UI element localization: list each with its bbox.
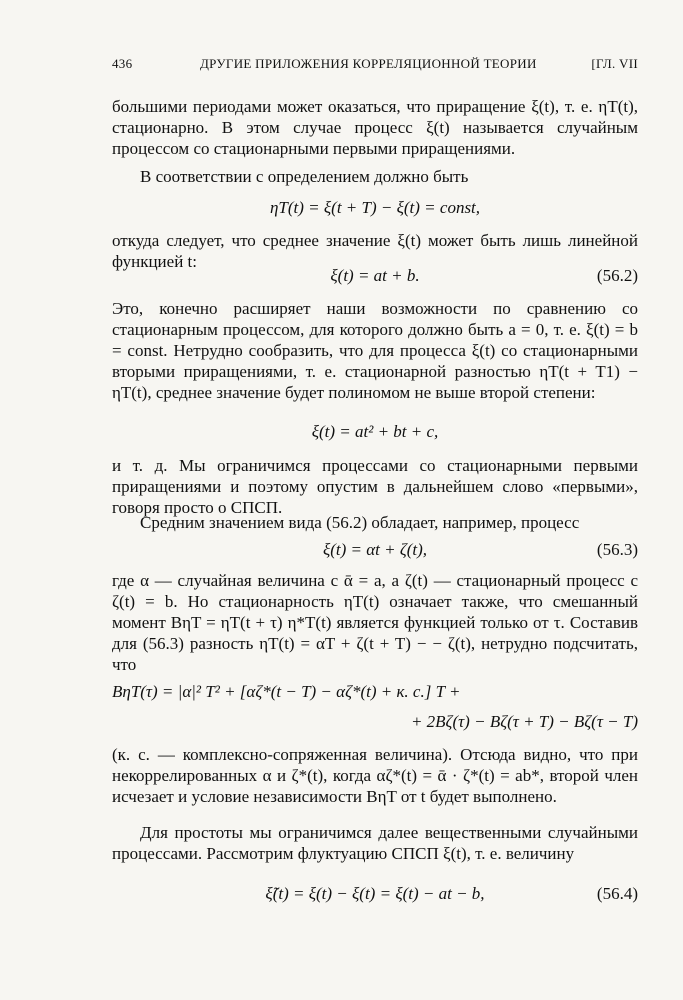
page-header bbox=[112, 56, 638, 76]
paragraph-8: (к. с. — комплексно-сопряженная величина). Отсюда видно, что при некоррелированных α и ζ*(t), когда αζ*(t) = ᾱ · ζ*(t) = ab*, второй член исчезает и условие независимости BηT от t будет выполнено. bbox=[112, 745, 638, 806]
paragraph-6: Средним значением вида (56.2) обладает, например, процесс bbox=[140, 513, 580, 532]
equation-56-4: ξ̃(t) = ξ(t) − ξ(t) = ξ(t) − at − b, (56.4) bbox=[112, 880, 638, 908]
equation-56-3: ξ(t) = αt + ζ(t), (56.3) bbox=[112, 536, 638, 564]
equation-bnt-line1: BηT(τ) = |α|² T² + [αζ*(t − T) − αζ*(t) + к. с.] T + bbox=[112, 682, 461, 701]
equation-56-2: ξ(t) = at + b. (56.2) bbox=[112, 262, 638, 290]
equation-number: (56.3) bbox=[596, 540, 638, 559]
running-title: ДРУГИЕ ПРИЛОЖЕНИЯ КОРРЕЛЯЦИОННОЙ ТЕОРИИ bbox=[200, 56, 537, 71]
paragraph-7: где α — случайная величина с ᾱ = a, а ζ(t) — стационарный процесс с ζ(t) = b. Но стационарность ηT(t) означает также, что смешанный момент BηT = ηT(t + τ) η*T(t) является функцией только от τ. Составив для (56.3) разность ηT(t) = αT + ζ(t + T) − − ζ(t), нетрудно подсчитать, что bbox=[112, 571, 638, 674]
equation-number: (56.2) bbox=[596, 266, 638, 285]
paragraph-3: откуда следует, что среднее значение ξ(t) может быть лишь линейной функцией t: bbox=[112, 231, 638, 271]
chapter-label: [ГЛ. VII bbox=[591, 56, 638, 71]
paragraph-9: Для простоты мы ограничимся далее вещественными случайными процессами. Рассмотрим флуктуацию СПСП ξ(t), т. е. величину bbox=[112, 823, 638, 863]
paragraph-2: В соответствии с определением должно быть bbox=[140, 167, 469, 186]
paragraph-4: Это, конечно расширяет наши возможности по сравнению со стационарным процессом, для которого должно быть a = 0, т. е. ξ(t) = b = const. Нетрудно сообразить, что для процесса ξ(t) со стационарными вторыми приращениями, т. е. стационарной разностью ηT(t + T1) − ηT(t), среднее значение будет полиномом не выше второй степени: bbox=[112, 299, 638, 402]
paragraph-5: и т. д. Мы ограничимся процессами со стационарными первыми приращениями и поэтому опустим в дальнейшем слово «первыми», говоря просто о СПСП. bbox=[112, 456, 638, 517]
equation-bnt-line2: + 2Bζ(τ) − Bζ(τ + T) − Bζ(τ − T) bbox=[410, 712, 638, 731]
paragraph-1: большими периодами может оказаться, что приращение ξ(t), т. е. ηT(t), стационарно. В этом случае процесс ξ(t) называется случайным процессом со стационарными первыми приращениями. bbox=[112, 97, 638, 158]
page-number: 436 bbox=[112, 56, 133, 71]
equation-1: ηT(t) = ξ(t + T) − ξ(t) = const, bbox=[269, 198, 481, 217]
equation-quadratic: ξ(t) = at² + bt + c, bbox=[311, 422, 439, 441]
equation-number: (56.4) bbox=[596, 884, 638, 903]
